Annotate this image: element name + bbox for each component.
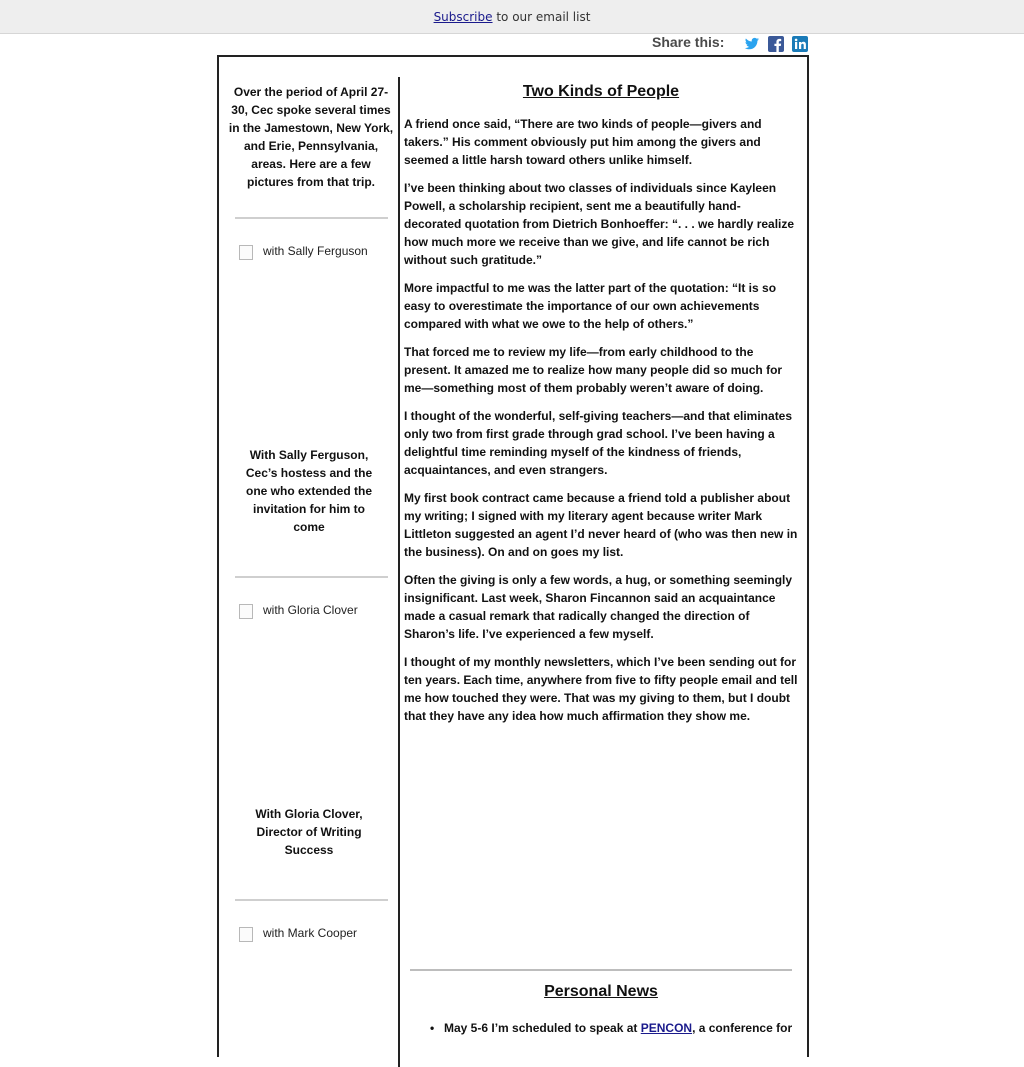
- twitter-icon[interactable]: [744, 36, 760, 52]
- photo-mark-cooper: [239, 926, 379, 946]
- article-paragraph: I’ve been thinking about two classes of individuals since Kayleen Powell, a scholarship recipient, sent me a beautifully hand-decorated quotation from Dietrich Bonhoeffer: “. . . we hardly realize how much more we receive than we give, and life cannot be rich without such gratitude.”: [404, 181, 795, 267]
- news-list-item: [430, 1019, 798, 1037]
- subscribe-bar: [0, 0, 1024, 34]
- broken-image-icon: [239, 927, 253, 942]
- article-paragraph: Often the giving is only a few words, a hug, or something seemingly insignificant. Last week, Sharon Fincannon said an acquaintance made a casual remark that radically changed the direction of Sharon’s life. I’ve experienced a few myself.: [404, 573, 793, 641]
- pencon-link[interactable]: PENCON: [640, 1021, 693, 1035]
- article-paragraph: I thought of the wonderful, self-giving teachers—and that eliminates only two from first grade through grad school. I’ve been having a delightful time reminding myself of the kindness of friends, acquaintances, and even strangers.: [404, 409, 793, 477]
- photo-alt-text: with Sally Ferguson: [263, 244, 368, 258]
- broken-image-icon: [239, 604, 253, 619]
- newsletter-frame: [217, 55, 809, 1057]
- subscribe-link[interactable]: Subscribe: [433, 10, 493, 24]
- photo-caption: With Sally Ferguson, Cec’s hostess and the one who extended the invitation for him to come: [245, 448, 373, 534]
- photo-gloria-clover: [239, 603, 379, 623]
- broken-image-icon: [239, 245, 253, 260]
- news-item-text: May 5-6 I’m scheduled to speak at: [444, 1021, 641, 1035]
- section-divider: [410, 969, 792, 971]
- share-bar: [652, 34, 808, 54]
- linkedin-icon[interactable]: [792, 36, 808, 52]
- sidebar-divider: [235, 217, 388, 219]
- share-label: Share this:: [652, 34, 725, 50]
- photo-alt-text: with Gloria Clover: [263, 603, 358, 617]
- photo-alt-text: with Mark Cooper: [263, 926, 358, 940]
- facebook-icon[interactable]: [768, 36, 784, 52]
- article-paragraph: More impactful to me was the latter part of the quotation: “It is so easy to overestimate the importance of our own achievements compared with what we owe to the help of others.”: [404, 281, 777, 331]
- sidebar-intro: Over the period of April 27-30, Cec spoke several times in the Jamestown, New York, and Erie, Pennsylvania, areas. Here are a few pictures from that trip.: [228, 85, 394, 189]
- news-bullet: •: [430, 1021, 435, 1035]
- photo-sidebar: [219, 77, 400, 1067]
- subscribe-text: to our email list: [492, 10, 591, 24]
- sidebar-divider: [235, 576, 388, 578]
- photo-caption: With Gloria Clover, Director of Writing Success: [255, 807, 363, 857]
- article-paragraph: That forced me to review my life—from early childhood to the present. It amazed me to realize how many people did so much for me—something most of them probably weren’t aware of doing.: [404, 345, 783, 395]
- article-paragraph: A friend once said, “There are two kinds of people—givers and takers.” His comment obviously put him among the givers and seemed a little harsh toward others unlike himself.: [404, 117, 762, 167]
- personal-news-title: Personal News: [544, 983, 658, 1000]
- article-title: Two Kinds of People: [522, 83, 680, 100]
- sidebar-divider: [235, 899, 388, 901]
- news-item-suffix: , a conference for: [692, 1021, 793, 1035]
- photo-sally-ferguson: [239, 244, 379, 264]
- article-paragraph: I thought of my monthly newsletters, which I’ve been sending out for ten years. Each time, anywhere from five to fifty people email and tell me how touched they were. That was my giving to them, but I doubt that they have any idea how much affirmation they show me.: [404, 655, 798, 723]
- article-paragraph: My first book contract came because a friend told a publisher about my writing; I signed with my literary agent because writer Mark Littleton suggested an agent I’d never heard of (who was then new in the business). On and on goes my list.: [404, 491, 798, 559]
